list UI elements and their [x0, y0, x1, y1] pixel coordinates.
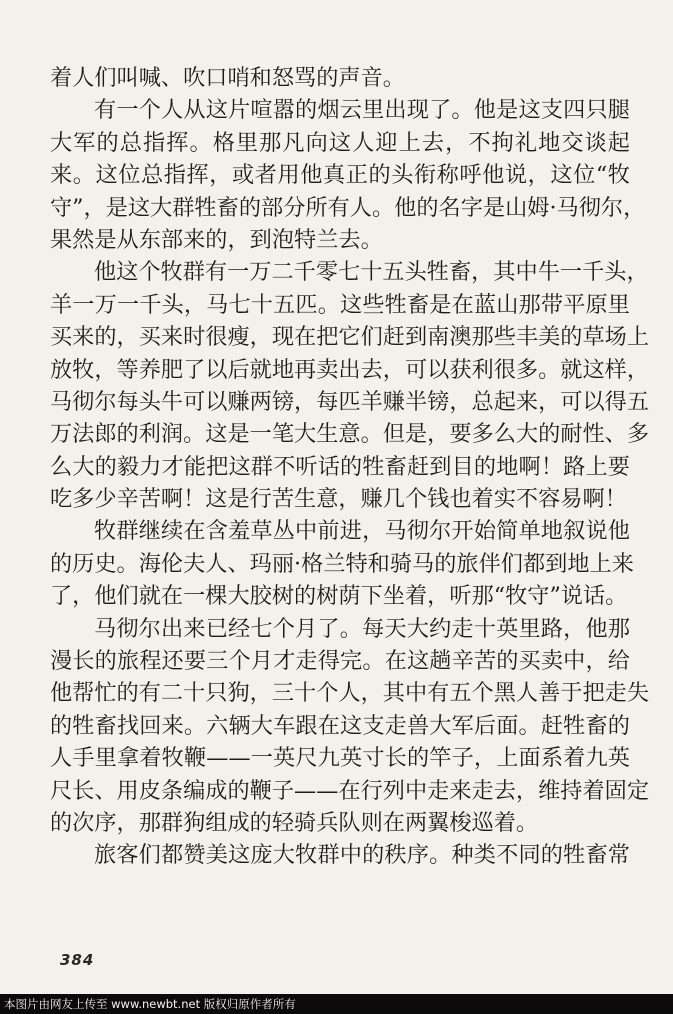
text-line-19: 漫长的旅程还要三个月才走得完。在这趟辛苦的买卖中，给 [50, 648, 630, 675]
text-line-1: 着人们叫喊、吹口哨和怒骂的声音。 [50, 65, 405, 91]
text-line-20: 他帮忙的有二十只狗，三十个人，其中有五个黑人善于把走失 [50, 680, 650, 707]
page-number: 384 [60, 951, 95, 969]
text-line-18: 马彻尔出来已经七个月了。每天大约走十英里路，他那 [94, 615, 630, 642]
text-line-10: 放牧，等养肥了以后就地再卖出去，可以获利很多。就这样， [50, 356, 650, 383]
text-line-7: 他这个牧群有一万二千零七十五头牲畜，其中牛一千头， [94, 259, 649, 286]
text-line-17: 了，他们就在一棵大胶树的树荫下坐着，听那“牧守”说话。 [50, 583, 628, 610]
text-line-23: 尺长、用皮条编成的鞭子——在行列中走来走去，维持着固定 [50, 777, 650, 804]
text-line-13: 么大的毅力才能把这群不听话的牲畜赶到目的地啊！路上要 [50, 453, 630, 480]
text-line-22: 人手里拿着牧鞭——一英尺九英寸长的竿子，上面系着九英 [50, 745, 630, 772]
text-line-11: 马彻尔每头牛可以赚两镑，每匹羊赚半镑，总起来，可以得五 [50, 388, 650, 415]
text-line-8: 羊一万一千头，马七十五匹。这些牲畜是在蓝山那带平原里 [50, 291, 630, 318]
text-line-15: 牧群继续在含羞草丛中前进，马彻尔开始简单地叙说他 [94, 518, 630, 545]
text-line-9: 买来的，买来时很瘦，现在把它们赶到南澳那些丰美的草场上 [50, 324, 650, 351]
watermark-footer [0, 994, 673, 1014]
text-line-2: 有一个人从这片喧嚣的烟云里出现了。他是这支四只腿 [94, 97, 630, 124]
text-line-25: 旅客们都赞美这庞大牧群中的秩序。种类不同的牲畜常 [94, 842, 630, 869]
text-line-12: 万法郎的利润。这是一笔大生意。但是，要多么大的耐性、多 [50, 421, 650, 448]
text-line-14: 吃多少辛苦啊！这是行苦生意，赚几个钱也着实不容易啊！ [50, 486, 627, 513]
body-text [50, 62, 650, 872]
text-line-16: 的历史。海伦夫人、玛丽·格兰特和骑马的旅伴们都到地上来 [50, 550, 634, 577]
text-line-21: 的牲畜找回来。六辆大车跟在这支走兽大军后面。赶牲畜的 [50, 712, 630, 739]
text-line-4: 来。这位总指挥，或者用他真正的头衔称呼他说，这位“牧 [50, 162, 630, 189]
text-line-3: 大军的总指挥。格里那凡向这人迎上去，不拘礼地交谈起 [50, 129, 630, 156]
watermark-text: 本图片由网友上传至 www.newbt.net 版权归原作者所有 [4, 997, 296, 1011]
text-line-5: 守”，是这大群牲畜的部分所有人。他的名字是山姆·马彻尔， [50, 194, 646, 221]
text-line-24: 的次序，那群狗组成的轻骑兵队则在两翼梭巡着。 [50, 809, 539, 836]
text-line-6: 果然是从东部来的，到泡特兰去。 [50, 226, 383, 253]
